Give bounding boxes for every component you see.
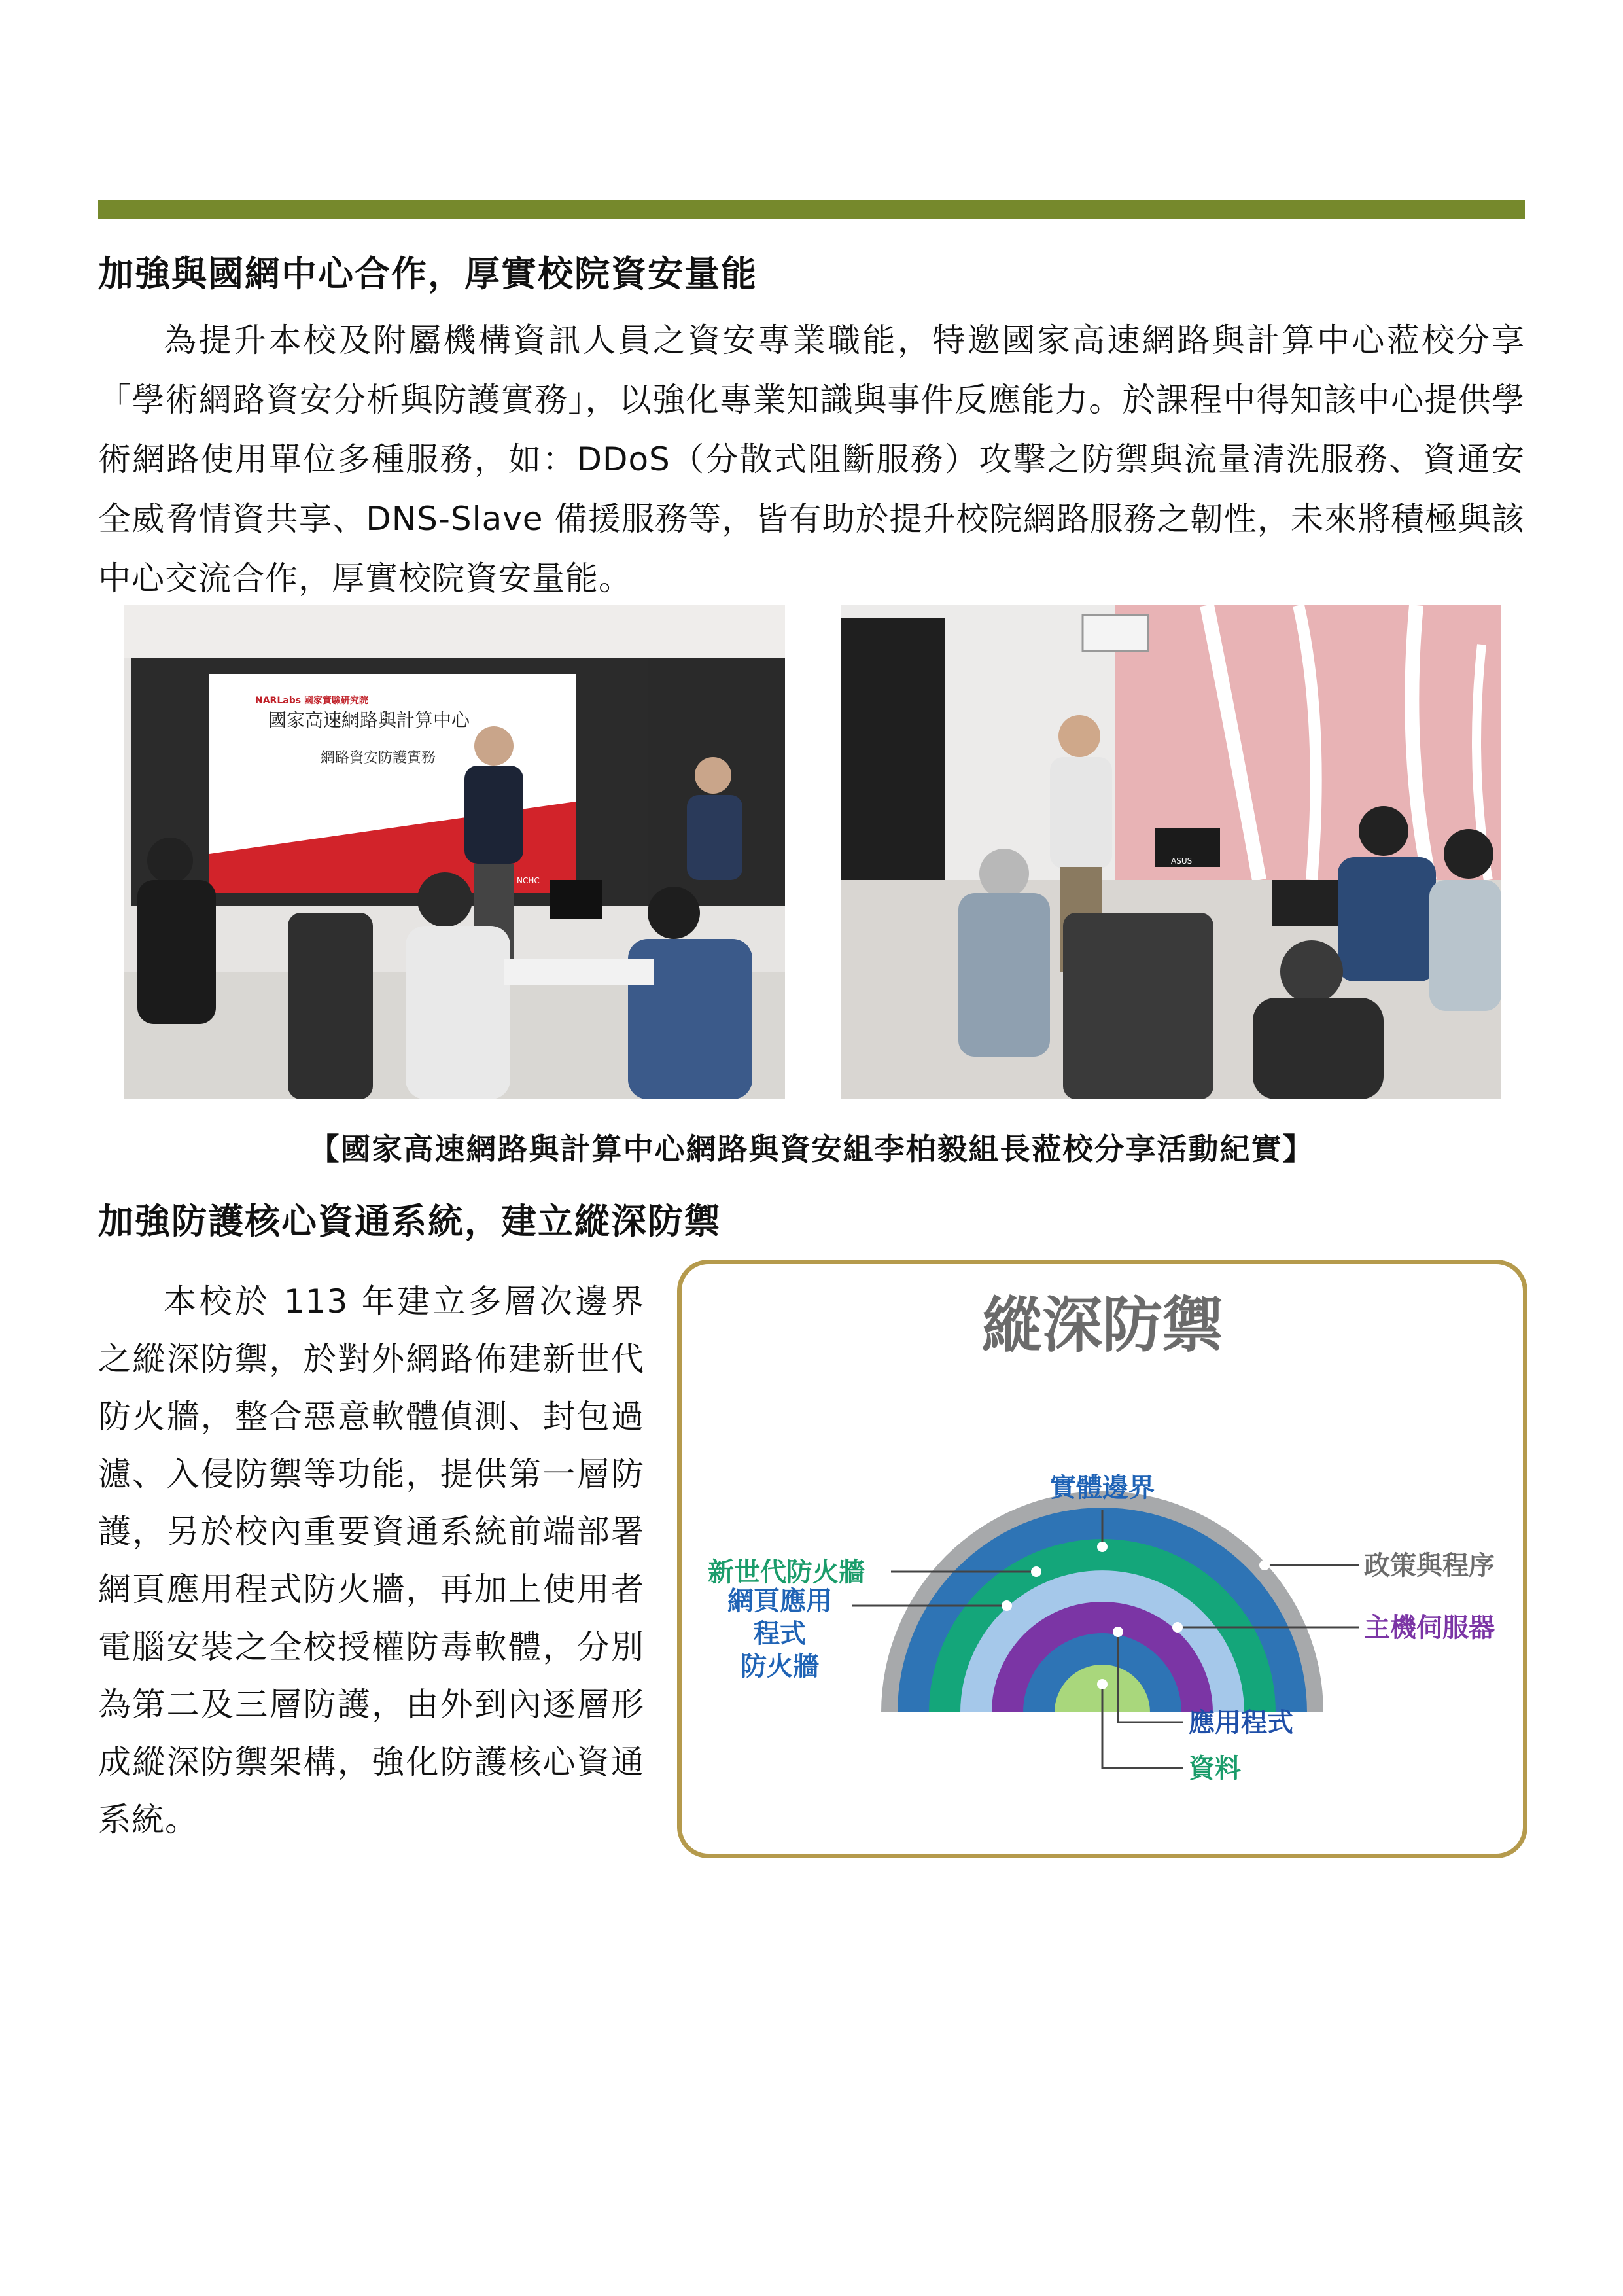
- label-host-server: 主機伺服器: [1364, 1613, 1495, 1643]
- defense-in-depth-diagram: [677, 1260, 1527, 1858]
- section2-paragraph: 本校於 113 年建立多層次邊界之縱深防禦，於對外網路佈建新世代防火牆，整合惡意軟體偵測、封包過濾、入侵防禦等功能，提供第一層防護，另於校內重要資通系統前端部署網頁應用程式防火牆，再加上使用者電腦安裝之全校授權防毒軟體，分別為第二及三層防護，由外到內逐層形成縱深防禦架構，強化防護核心資通系統。: [98, 1282, 644, 1839]
- monitor-brand-text: ASUS: [1171, 857, 1193, 866]
- screen-title-text: 國家高速網路與計算中心: [268, 709, 470, 731]
- screen-subtitle-text: 網路資安防護實務: [321, 750, 436, 766]
- section1-paragraph: 為提升本校及附屬機構資訊人員之資安專業職能，特邀國家高速網路與計算中心蒞校分享「學術網路資安分析與防護實務」，以強化專業知識與事件反應能力。於課程中得知該中心提供學術網路使用單位多種服務，如：DDoS（分散式阻斷服務）攻擊之防禦與流量清洗服務、資通安全威脅情資共享、DNS-Slave 備援服務等，皆有助於提升校院網路服務之韌性，未來將積極與該中心交流合作，厚實校院資安量能。: [98, 321, 1525, 597]
- section2-heading: 加強防護核心資通系統，建立縱深防禦: [98, 1201, 721, 1242]
- label-waf-line3: 防火牆: [741, 1651, 819, 1682]
- label-ngfw: 新世代防火牆: [708, 1557, 865, 1587]
- photo-caption: 【國家高速網路與計算中心網路與資安組李柏毅組長蒞校分享活動紀實】: [309, 1131, 1314, 1167]
- photo-lecture-presenter: [124, 605, 785, 1099]
- photo-lecture-audience: [841, 605, 1501, 1099]
- top-accent-bar: [98, 200, 1525, 219]
- label-policy: 政策與程序: [1364, 1551, 1495, 1581]
- label-application: 應用程式: [1189, 1708, 1293, 1738]
- label-data: 資料: [1189, 1754, 1241, 1784]
- screen-footer-text: NCHC: [517, 876, 540, 885]
- label-physical-boundary: 實體邊界: [1050, 1473, 1155, 1503]
- section1-heading: 加強與國網中心合作，厚實校院資安量能: [98, 253, 758, 294]
- label-waf-line1: 網頁應用: [727, 1586, 832, 1616]
- screen-logo-text: NARLabs 國家實驗研究院: [255, 696, 368, 706]
- label-waf-line2: 程式: [754, 1619, 806, 1649]
- diagram-title: 縱深防禦: [981, 1290, 1223, 1360]
